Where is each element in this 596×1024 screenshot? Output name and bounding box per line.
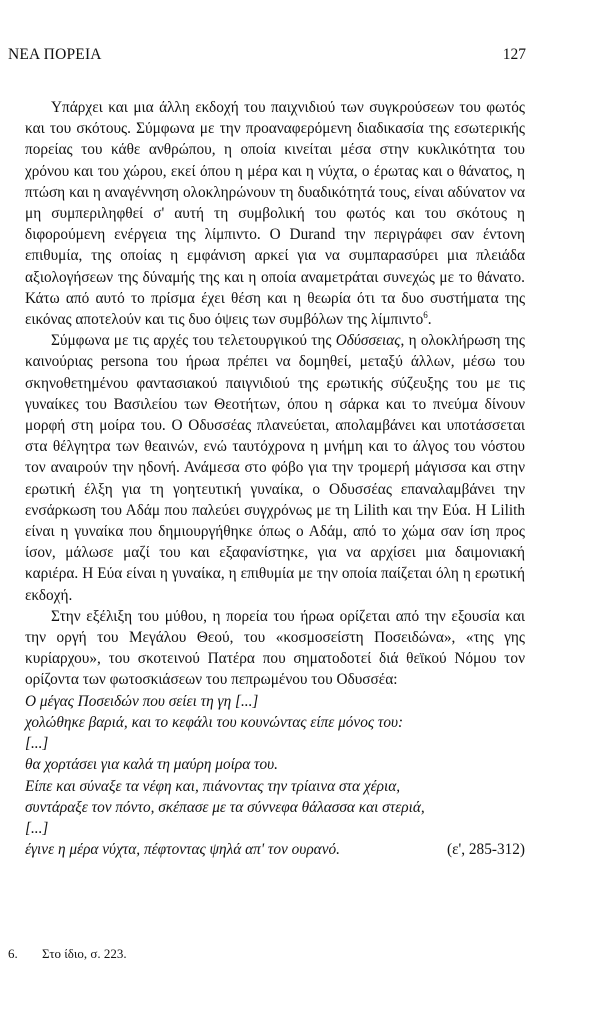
page-number: 127 — [502, 46, 526, 63]
paragraph-text-end: . — [427, 311, 432, 329]
footnote — [8, 946, 508, 962]
paragraph-2 — [25, 330, 525, 606]
verse-line: [...] — [25, 735, 49, 753]
verse-line: έγινε η μέρα νύχτα, πέφτοντας ψηλά απ' τον ουρανό. — [25, 841, 340, 859]
verse-last-line — [25, 839, 525, 860]
verse-line: χολώθηκε βαριά, και το κεφάλι του κουνώντας είπε μόνος του: — [25, 713, 404, 731]
footnote-reference[interactable]: 6 — [423, 309, 428, 320]
verse-line: Ο μέγας Ποσειδών που σείει τη γη [...] — [25, 692, 259, 710]
paragraph-text-end: , η ολοκλήρωση της καινούριας persona του ήρωα πρέπει να δομηθεί, μεταξύ άλλων, μέσω του σκηνοθετημένου φαντασιακού παιγνιδιού της ερωτικής σύζευξης του με τις γυναίκες του Βασιλείου των Θεοτήτων, όπου η σάρκα και το πνεύμα δίνουν μορφή στη μοίρα του. Ο Οδυσσέας πλανεύεται, απολαμβάνει και υποτάσσεται στα θέλγητρα των θεαινών, ενώ ταυτόχρονα η μνήμη και το άλγος του νόστου τον αναιρούν την ηδονή. Ανάμεσα στο φόβο για την τρομερή μάγισσα και στην ερωτική έλξη για τη γοητευτική γυναίκα, ο Οδυσσέας επαναλαμβάνει την ενσάρκωση του Αδάμ που παλεύει συγχρόνως με τη Lilith και την Εύα. Η Lilith είναι η γυναίκα που δημιουργήθηκε όπως ο Αδάμ, από το χώμα σαν ίση προς ίσον, μάλωσε μαζί του και εξαφανίστηκε, για να αρχίσει μια δαιμονιακή καριέρα. Η Εύα είναι η γυναίκα, η επιθυμία με την οποία παίζεται όλη η ερωτική εκδοχή. — [25, 332, 525, 604]
verse-line: συντάραξε τον πόντο, σκέπασε με τα σύννεφα θάλασσα και στεριά, — [25, 798, 425, 816]
paragraph-3 — [25, 606, 525, 691]
footnote-text: Στο ίδιο, σ. 223. — [42, 946, 127, 961]
verse-line: θα χορτάσει για καλά τη μαύρη μοίρα του. — [25, 756, 279, 774]
paragraph-text: Στην εξέλιξη του μύθου, η πορεία του ήρωα ορίζεται από την εξουσία και την οργή του Μεγάλου Θεού, του «κοσμοσείστη Ποσειδώνα», «της γης κυρίαρχου», του σκοτεινού Πατέρα που σηματοδοτεί διά θεϊκού Νόμου τον ορίζοντα των φωτοσκιάσεων του πεπρωμένου του Οδυσσέα: — [25, 607, 525, 689]
verse-quotation — [25, 691, 525, 861]
verse-citation: (ε', 285-312) — [446, 841, 525, 859]
footnote-number: 6. — [8, 946, 18, 961]
running-title: ΝΕΑ ΠΟΡΕΙΑ — [8, 46, 102, 63]
paragraph-text: Σύμφωνα με τις αρχές του τελετουργικού της — [51, 332, 336, 350]
paragraph-text: Υπάρχει και μια άλλη εκδοχή του παιχνιδιού των συγκρούσεων του φωτός και του σκότους. Σύμφωνα με την προαναφερόμενη διαδικασία της εσωτερικής πορείας του κάθε ανθρώπου, η οποία κινείται μέσα στην κυκλικότητα του χρόνου και του χώρου, εκεί όπου η μέρα και η νύχτα, ο έρωτας και ο θάνατος, η πτώση και η αναγέννηση ολοκληρώνουν τη δυαδικότητά τους, είναι αδύνατον να μη συμπεριληφθεί σ' αυτή τη συμβολική του φωτός και του σκότους η διφορούμενη ενέργεια της λίμπιντο. Ο Durand την περιγράφει σαν έντονη επιθυμία, της οποίας η εμφάνιση αρκεί για να συμπαρασύρει μια πλειάδα αξιολογήσεων της δύναμής της και η οποία αναμετράται συνεχώς με το θάνατο. Κάτω από αυτό το πρίσμα έχει θέση και η θεωρία ότι τα δυο συστήματα της εικόνας αποτελούν και τις δυο όψεις των συμβόλων της λίμπιντο — [25, 99, 525, 329]
verse-line: [...] — [25, 819, 49, 837]
verse-line: Είπε και σύναξε τα νέφη και, πιάνοντας την τρίαινα στα χέρια, — [25, 777, 401, 795]
main-text — [25, 97, 525, 860]
paragraph-1 — [25, 97, 525, 330]
work-title: Οδύσσειας — [335, 332, 401, 350]
